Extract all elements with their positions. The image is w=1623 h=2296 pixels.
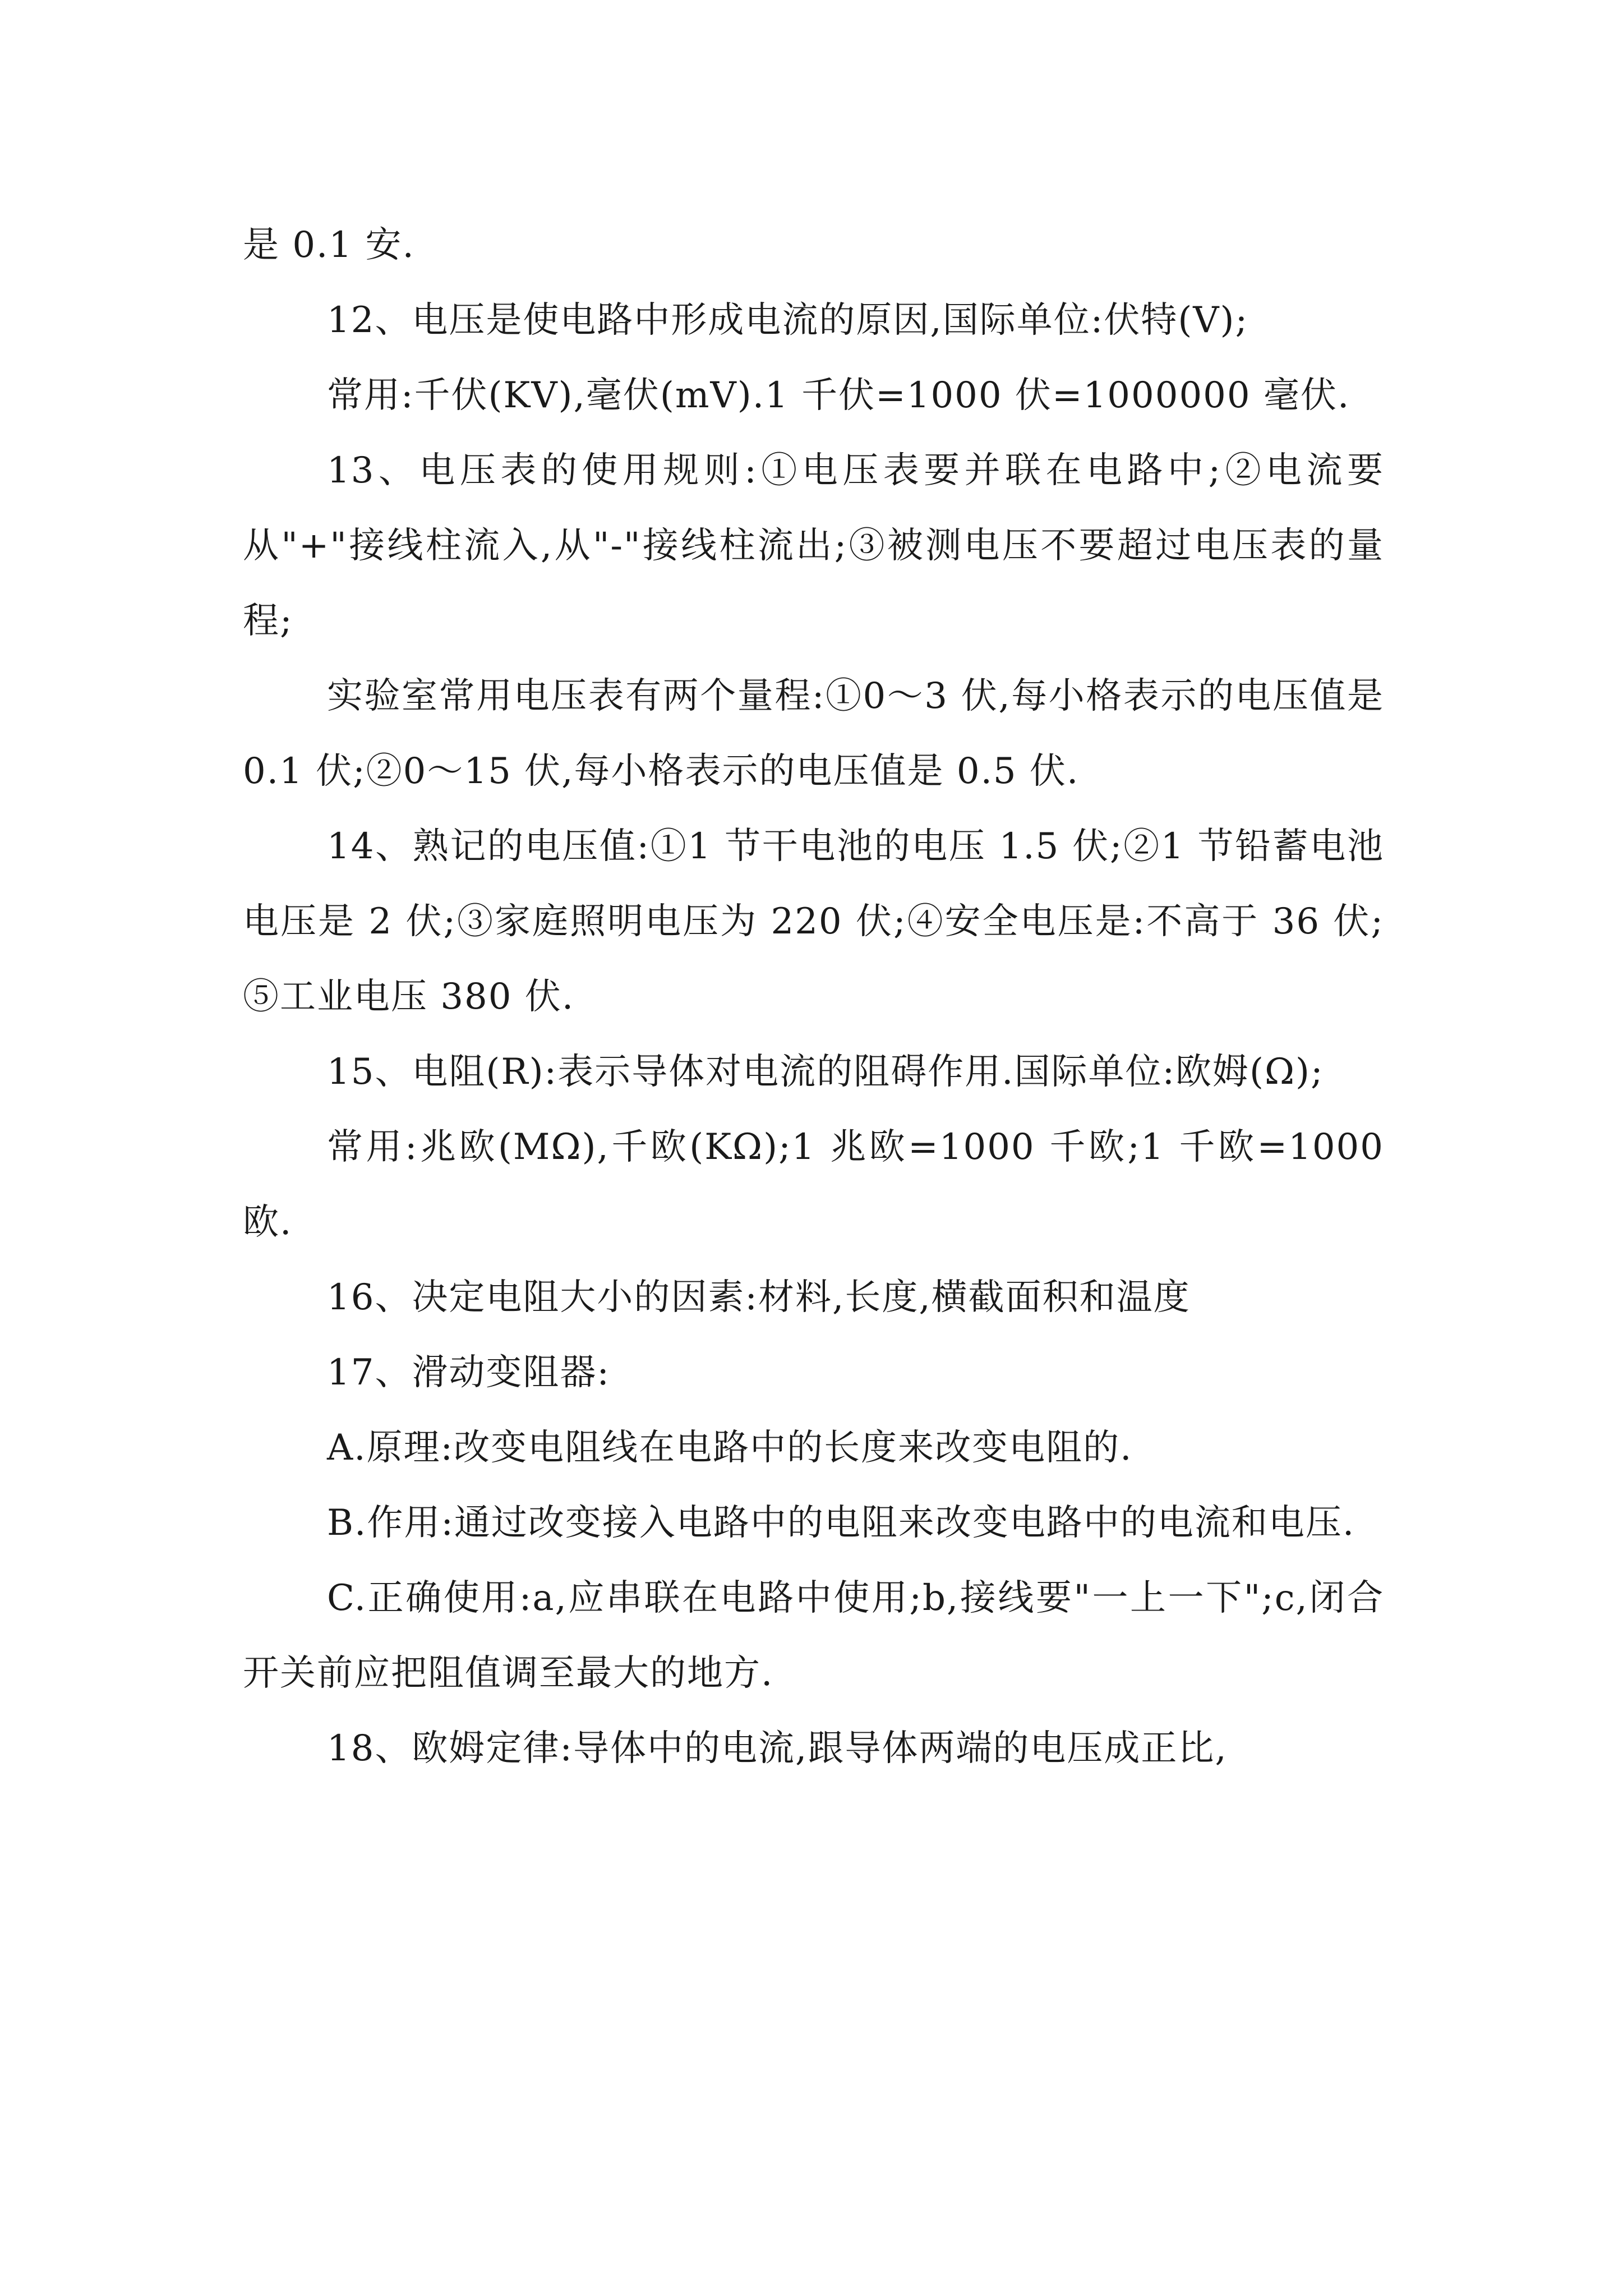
- paragraph-12-voltage-definition: 12、电压是使电路中形成电流的原因,国际单位:伏特(V);: [327, 300, 1249, 341]
- paragraph-18-ohms-law: 18、欧姆定律:导体中的电流,跟导体两端的电压成正比,: [327, 1728, 1228, 1769]
- paragraph-16-resistance-factors: 16、决定电阻大小的因素:材料,长度,横截面积和温度: [327, 1277, 1191, 1318]
- paragraph-14-voltage-values: 14、熟记的电压值:①1 节干电池的电压 1.5 伏;②1 节铅蓄电池电压是 2 伏;③家庭照明电压为 220 伏;④安全电压是:不高于 36 伏;⑤工业电压 380 伏.: [243, 826, 1384, 1018]
- paragraph-13-voltmeter-ranges: 实验室常用电压表有两个量程:①0～3 伏,每小格表示的电压值是 0.1 伏;②0～15 伏,每小格表示的电压值是 0.5 伏.: [243, 675, 1384, 792]
- paragraph-12-voltage-units: 常用:千伏(KV),毫伏(mV).1 千伏=1000 伏=1000000 毫伏.: [327, 375, 1350, 416]
- document-body: [243, 208, 1384, 1786]
- paragraph-17-rheostat-usage: C.正确使用:a,应串联在电路中使用;b,接线要"一上一下";c,闭合开关前应把阻值调至最大的地方.: [243, 1577, 1384, 1694]
- paragraph-17-rheostat-principle: A.原理:改变电阻线在电路中的长度来改变电阻的.: [327, 1427, 1133, 1469]
- paragraph-continuation: 是 0.1 安.: [243, 224, 415, 266]
- paragraph-17-rheostat-function: B.作用:通过改变接入电路中的电阻来改变电路中的电流和电压.: [327, 1502, 1355, 1544]
- paragraph-15-resistance-definition: 15、电阻(R):表示导体对电流的阻碍作用.国际单位:欧姆(Ω);: [327, 1051, 1324, 1093]
- paragraph-13-voltmeter-rules: 13、电压表的使用规则:①电压表要并联在电路中;②电流要从"+"接线柱流入,从"-"接线柱流出;③被测电压不要超过电压表的量程;: [243, 450, 1384, 642]
- paragraph-17-rheostat-heading: 17、滑动变阻器:: [327, 1352, 610, 1393]
- paragraph-15-resistance-units: 常用:兆欧(MΩ),千欧(KΩ);1 兆欧=1000 千欧;1 千欧=1000 欧.: [243, 1126, 1384, 1243]
